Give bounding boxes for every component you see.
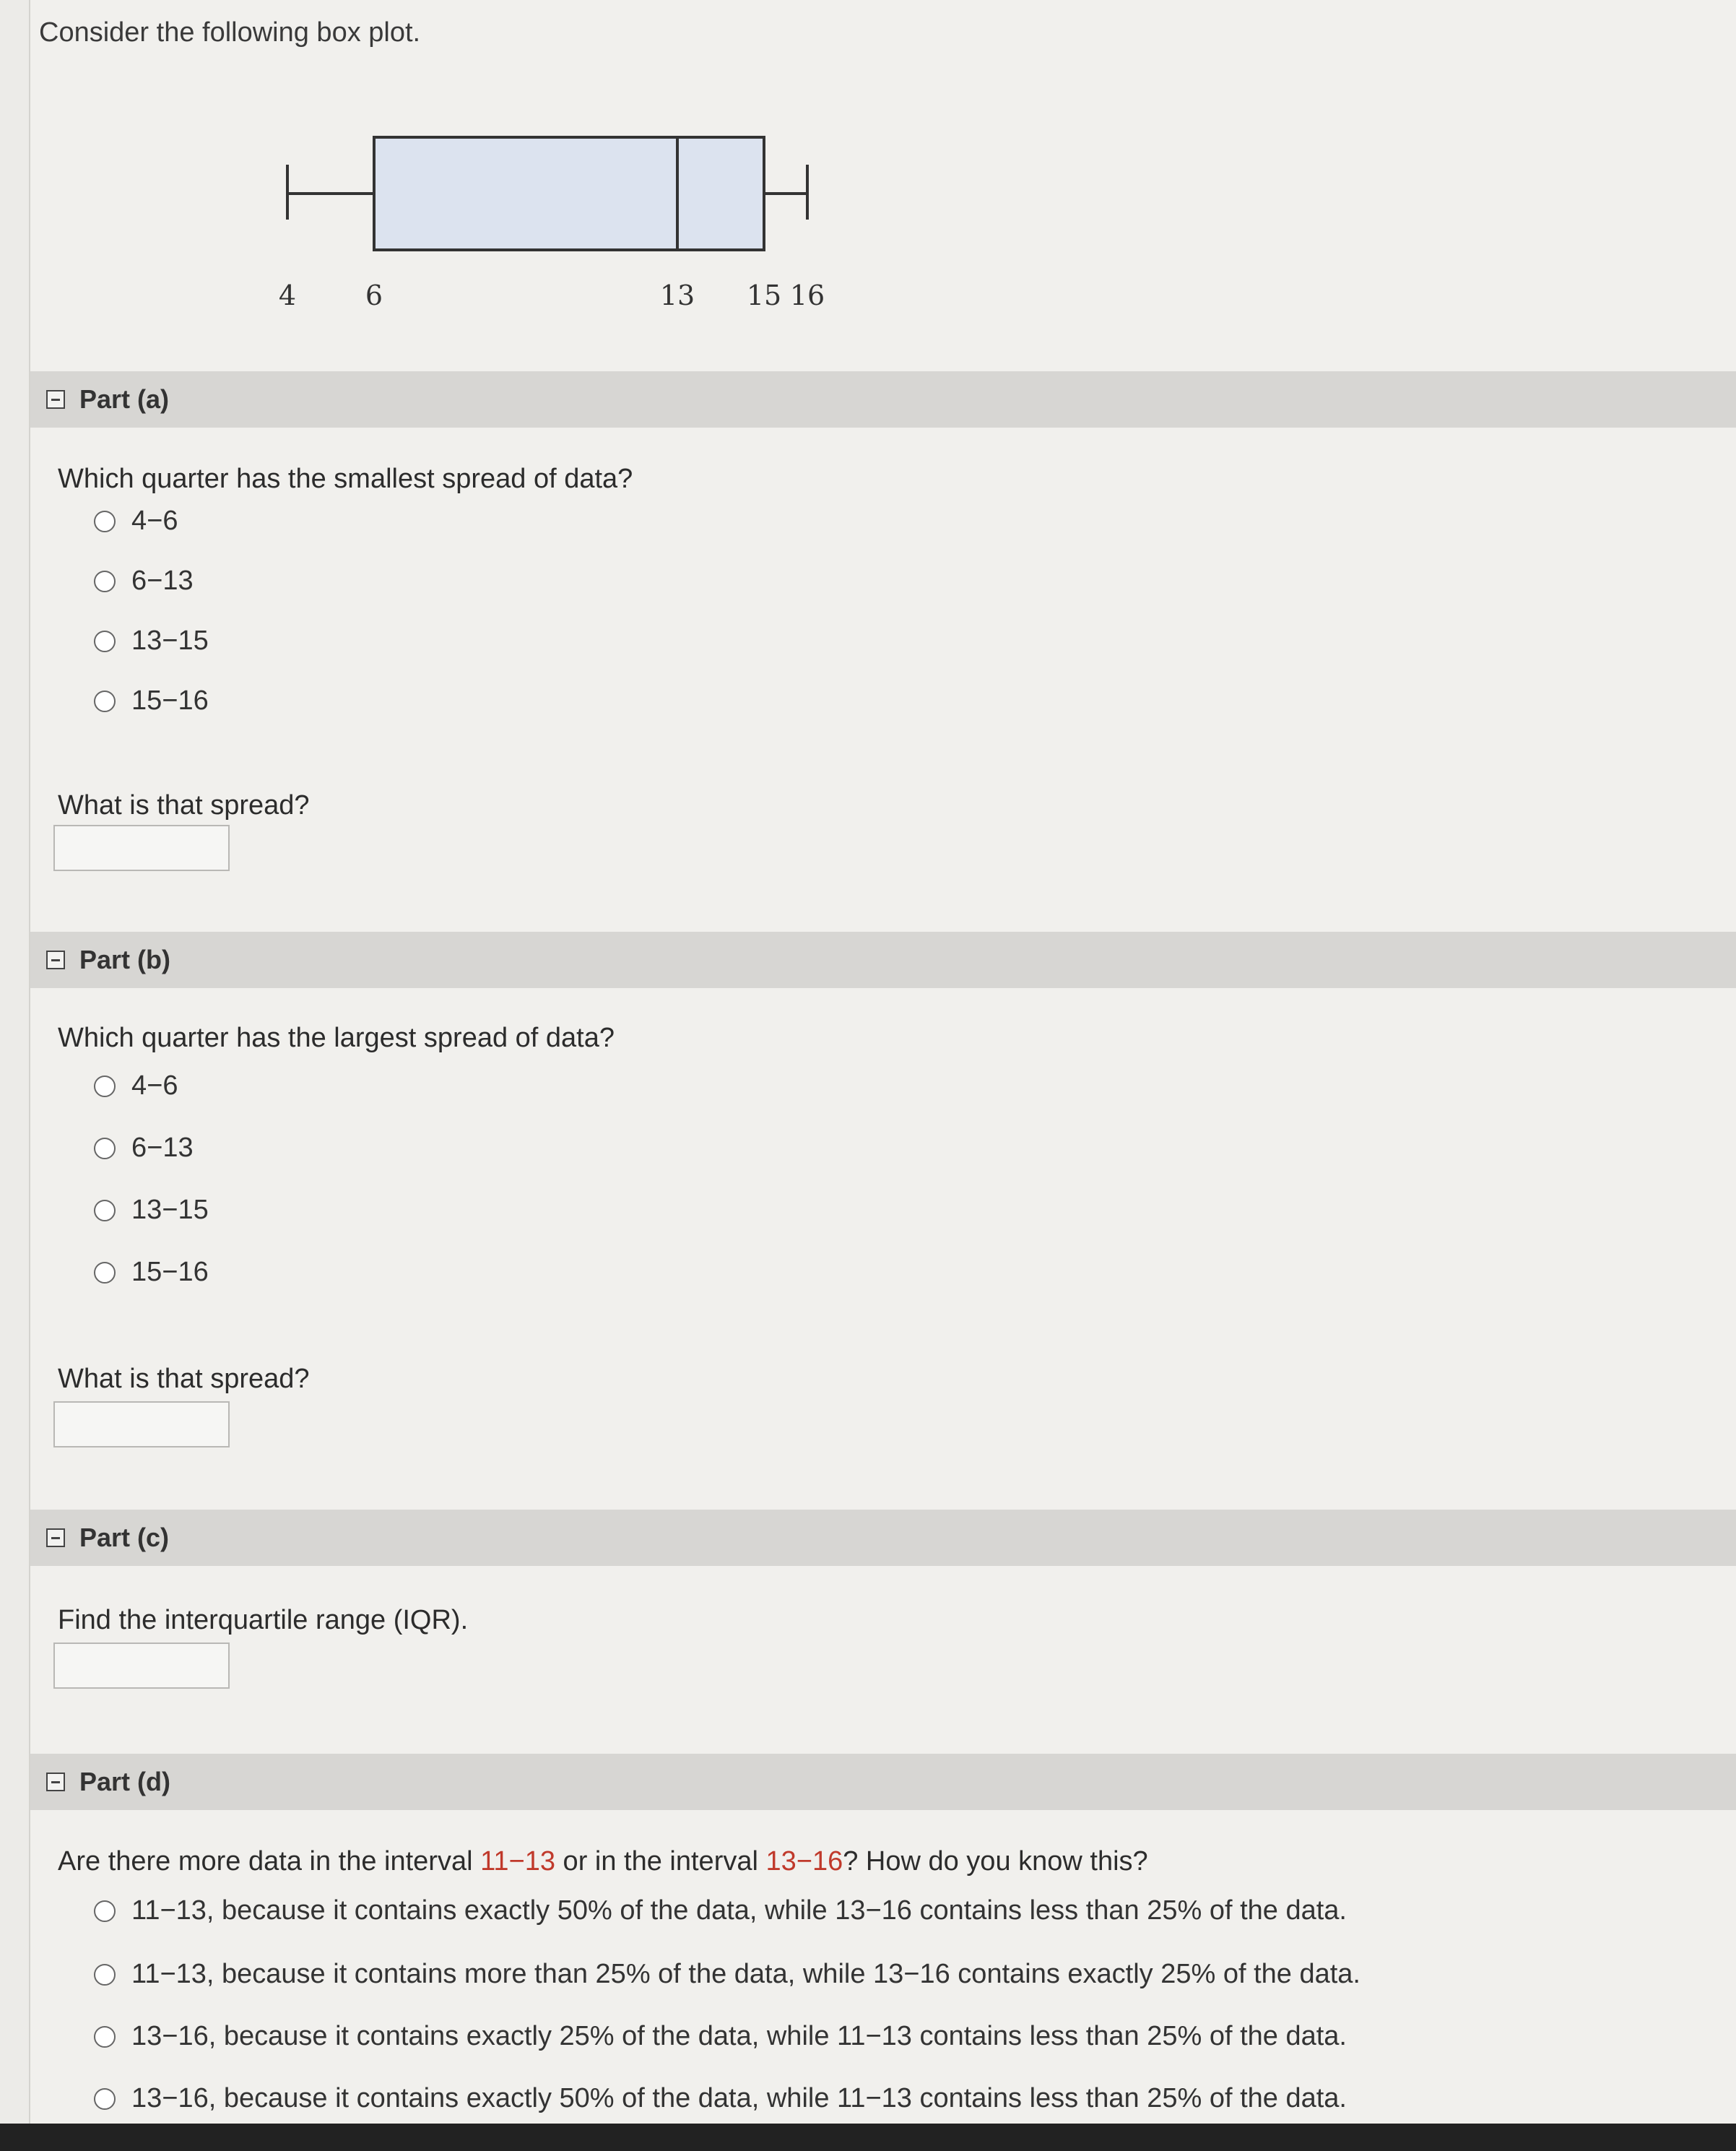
part-d-option-4[interactable]: [94, 2083, 1347, 2114]
part-d-title: Part (d): [79, 1767, 170, 1796]
iqr-box: [374, 137, 764, 250]
radio-button[interactable]: [94, 2026, 116, 2048]
radio-button[interactable]: [94, 691, 116, 712]
part-d-option-1[interactable]: [94, 1895, 1347, 1926]
tick-label: 4: [278, 280, 297, 311]
radio-button[interactable]: [94, 631, 116, 652]
radio-button[interactable]: [94, 1076, 116, 1097]
question-text: ? How do you know this?: [843, 1846, 1148, 1877]
part-c-question: Find the interquartile range (IQR).: [58, 1605, 469, 1635]
radio-button[interactable]: [94, 1964, 116, 1986]
radio-button[interactable]: [94, 1138, 116, 1159]
part-d-option-3[interactable]: [94, 2021, 1347, 2052]
iqr-input[interactable]: [53, 1643, 230, 1689]
part-b-spread-question: What is that spread?: [58, 1364, 310, 1394]
collapse-icon[interactable]: [46, 390, 65, 409]
part-d-question: [58, 1846, 1148, 1877]
intro-text: Consider the following box plot.: [39, 17, 421, 48]
bottom-dock: [0, 2124, 1736, 2151]
part-b-question: Which quarter has the largest spread of data?: [58, 1023, 615, 1053]
interval-highlight: 13−16: [765, 1846, 843, 1877]
part-d-header[interactable]: [30, 1754, 1736, 1810]
option-label: 11−13, because it contains more than 25% of the data, while 13−16 contains exactly 25% of the data.: [131, 1959, 1360, 1989]
part-a-spread-question: What is that spread?: [58, 790, 310, 821]
part-a-title: Part (a): [79, 384, 170, 414]
part-a-header[interactable]: [30, 371, 1736, 428]
part-b-option-3[interactable]: [94, 1195, 209, 1226]
radio-button[interactable]: [94, 1900, 116, 1922]
part-b-option-1[interactable]: [94, 1070, 178, 1102]
option-label: 4−6: [131, 1070, 178, 1101]
option-label: 13−16, because it contains exactly 25% of the data, while 11−13 contains less than 25% of the data.: [131, 2021, 1347, 2051]
part-c-title: Part (c): [79, 1523, 170, 1552]
part-a-question: Which quarter has the smallest spread of data?: [58, 464, 633, 494]
radio-button[interactable]: [94, 1200, 116, 1221]
part-d-option-2[interactable]: [94, 1959, 1360, 1990]
option-label: 13−16, because it contains exactly 50% of the data, while 11−13 contains less than 25% of the data.: [131, 2083, 1347, 2113]
part-b-option-2[interactable]: [94, 1133, 194, 1164]
question-text: Are there more data in the interval: [58, 1846, 481, 1877]
part-c-header[interactable]: [30, 1510, 1736, 1566]
interval-highlight: 11−13: [480, 1846, 555, 1877]
tick-label: 13: [659, 280, 695, 311]
tick-label: 6: [365, 280, 383, 311]
radio-button[interactable]: [94, 511, 116, 532]
option-label: 13−15: [131, 1195, 209, 1225]
option-label: 11−13, because it contains exactly 50% of the data, while 13−16 contains less than 25% of the data.: [131, 1895, 1347, 1926]
part-a-option-1[interactable]: [94, 506, 178, 537]
option-label: 15−16: [131, 685, 209, 716]
tick-label: 15: [746, 280, 782, 311]
radio-button[interactable]: [94, 2088, 116, 2110]
part-b-spread-input[interactable]: [53, 1401, 230, 1447]
question-page: [29, 0, 1736, 2124]
part-a-spread-input[interactable]: [53, 825, 230, 871]
part-b-title: Part (b): [79, 945, 170, 974]
box-plot: [30, 101, 1114, 325]
part-b-option-4[interactable]: [94, 1257, 209, 1288]
part-b-header[interactable]: [30, 932, 1736, 988]
collapse-icon[interactable]: [46, 951, 65, 969]
tick-label: 16: [789, 280, 825, 311]
question-text: or in the interval: [555, 1846, 766, 1877]
collapse-icon[interactable]: [46, 1528, 65, 1547]
option-label: 15−16: [131, 1257, 209, 1287]
part-a-option-4[interactable]: [94, 685, 209, 717]
option-label: 4−6: [131, 506, 178, 536]
collapse-icon[interactable]: [46, 1773, 65, 1791]
radio-button[interactable]: [94, 571, 116, 592]
part-a-option-2[interactable]: [94, 566, 194, 597]
option-label: 13−15: [131, 626, 209, 656]
part-a-option-3[interactable]: [94, 626, 209, 657]
option-label: 6−13: [131, 1133, 194, 1163]
option-label: 6−13: [131, 566, 194, 596]
radio-button[interactable]: [94, 1262, 116, 1284]
